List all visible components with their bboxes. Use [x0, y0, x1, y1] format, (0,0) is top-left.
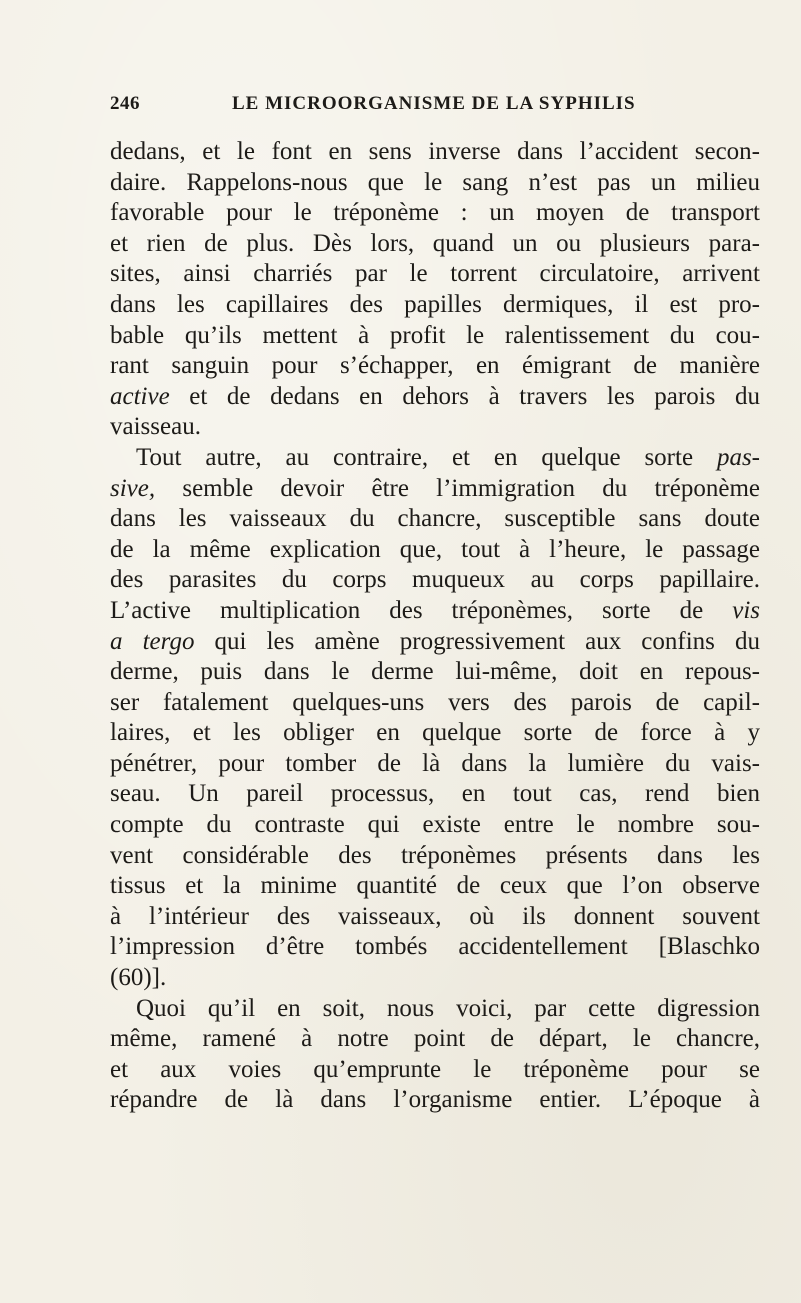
italic-term: pas-: [716, 443, 760, 471]
text-line: des parasites du corps muqueux au corps papillaire.: [110, 566, 760, 594]
text-line: [110, 382, 760, 413]
line-text-pre: Tout autre, au contraire, et en quelque sorte: [136, 443, 717, 471]
text-line: derme, puis dans le derme lui-même, doit en repous-: [110, 658, 760, 686]
line-text-post: et de dedans en dehors à travers les parois du: [169, 382, 760, 410]
running-head: [110, 93, 750, 119]
italic-term: sive,: [110, 474, 156, 502]
text-line: sites, ainsi charriés par le torrent circulatoire, arrivent: [110, 260, 760, 288]
text-line: daire. Rappelons-nous que le sang n’est pas un milieu: [110, 168, 760, 196]
text-line: favorable pour le tréponème : un moyen de transport: [110, 199, 760, 227]
text-line: dans les capillaires des papilles dermiques, il est pro-: [110, 290, 760, 318]
text-line: ser fatalement quelques-uns vers des parois de capil-: [110, 688, 760, 716]
line-text-pre: L’active multiplication des tréponèmes, sorte de: [110, 596, 733, 624]
text-line: pénétrer, pour tomber de là dans la lumière du vais-: [110, 749, 760, 777]
text-line: [110, 474, 760, 505]
text-line: l’impression d’être tombés accidentellement [Blaschko: [110, 933, 760, 961]
text-line: vaisseau.: [110, 413, 201, 441]
text-line: et aux voies qu’emprunte le tréponème pour se: [110, 1055, 760, 1083]
text-line: [110, 627, 760, 658]
text-line: bable qu’ils mettent à profit le ralentissement du cou-: [110, 321, 760, 349]
text-line: rant sanguin pour s’échapper, en émigrant de manière: [110, 352, 760, 380]
text-line: seau. Un pareil processus, en tout cas, rend bien: [110, 780, 760, 808]
body-text: [110, 137, 760, 1116]
text-line: même, ramené à notre point de départ, le chancre,: [110, 1025, 760, 1053]
text-line: laires, et les obliger en quelque sorte de force à y: [110, 719, 760, 747]
text-line: à l’intérieur des vaisseaux, où ils donnent souvent: [110, 902, 760, 930]
italic-term: active: [110, 382, 170, 410]
text-line: compte du contraste qui existe entre le nombre sou-: [110, 811, 760, 839]
text-line: tissus et la minime quantité de ceux que l’on observe: [110, 872, 760, 900]
text-line: (60)].: [110, 964, 167, 992]
text-line: de la même explication que, tout à l’heure, le passage: [110, 535, 760, 563]
italic-term: vis: [732, 596, 760, 624]
text-line: répandre de là dans l’organisme entier. L’époque à: [110, 1086, 760, 1114]
text-line: [110, 443, 760, 474]
italic-term: a tergo: [110, 627, 195, 655]
text-line: dans les vaisseaux du chancre, susceptible sans doute: [110, 505, 760, 533]
text-line: dedans, et le font en sens inverse dans l’accident secon-: [110, 138, 760, 165]
text-line: vent considérable des tréponèmes présents dans les: [110, 841, 760, 869]
page-number: 246: [110, 93, 140, 114]
line-text-post: semble devoir être l’immigration du tréponème: [155, 474, 760, 502]
text-line: Quoi qu’il en soit, nous voici, par cette digression: [136, 994, 760, 1022]
text-line: et rien de plus. Dès lors, quand un ou plusieurs para-: [110, 229, 760, 257]
running-title: LE MICROORGANISME DE LA SYPHILIS: [232, 93, 636, 114]
text-line: [110, 596, 760, 627]
line-text-post: qui les amène progressivement aux confins du: [194, 627, 760, 655]
